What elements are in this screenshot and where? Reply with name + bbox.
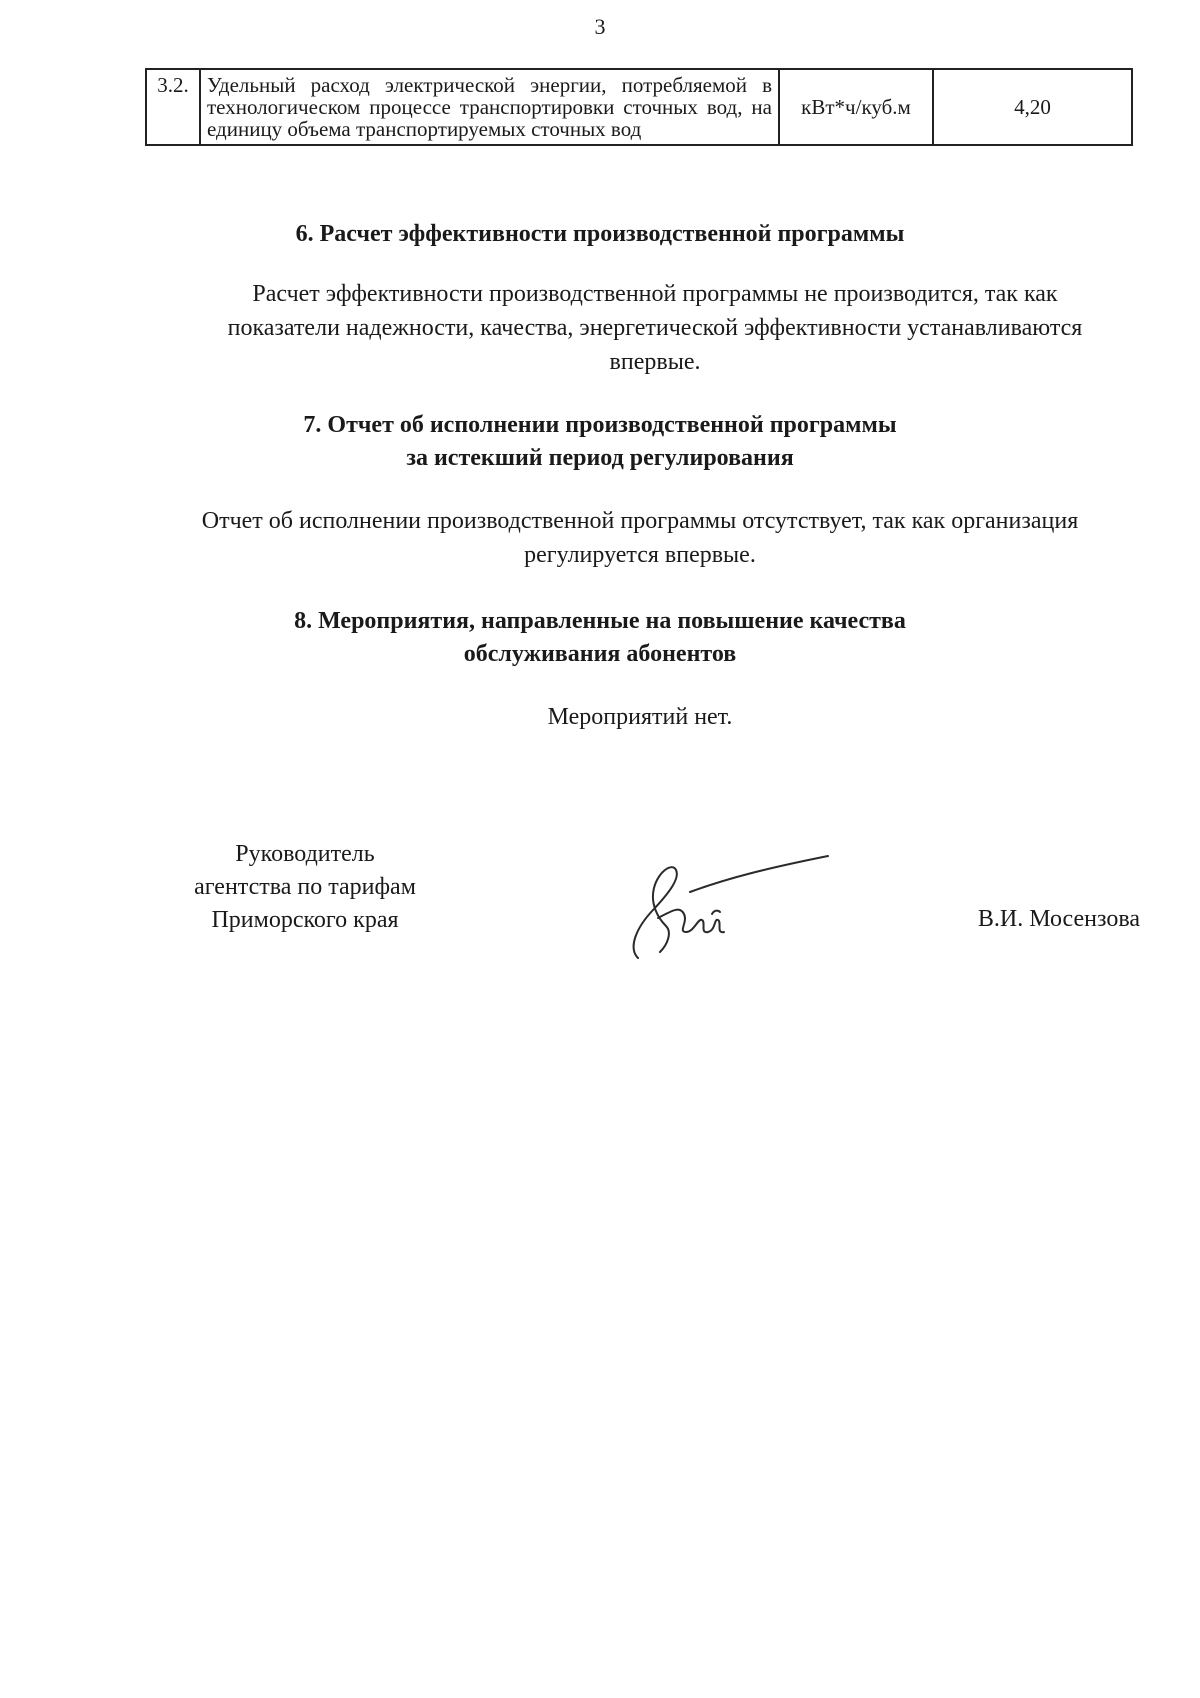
signatory-title [150, 838, 460, 937]
signatory-title-line3: Приморского края [211, 907, 399, 933]
indicator-description: Удельный расход электрической энергии, потребляемой в технологическом процессе транспортировки сточных вод, на единицу объема транспортируемых сточных вод [200, 69, 779, 145]
table-row [146, 69, 1132, 145]
indicators-table [145, 68, 1133, 146]
section-6-title: 6. Расчет эффективности производственной программы [295, 221, 905, 247]
section-6-text: Расчет эффективности производственной программы не производится, так как показатели надежности, качества, энергетической эффективности устанавливаются впервые. [227, 281, 1083, 375]
signatory-name: В.И. Мосензова [977, 906, 1140, 932]
signatory-title-line1: Руководитель [235, 841, 375, 867]
handwritten-signature-icon [618, 848, 848, 968]
section-7-text: Отчет об исполнении производственной программы отсутствует, так как организация регулируется впервые. [201, 508, 1079, 568]
section-8-title-line2: обслуживания абонентов [463, 641, 737, 667]
page-number: 3 [594, 14, 606, 39]
indicator-unit: кВт*ч/куб.м [779, 69, 933, 145]
section-7-title-line1: 7. Отчет об исполнении производственной программы [303, 412, 897, 438]
indicator-value: 4,20 [933, 69, 1132, 145]
section-8-text: Мероприятий нет. [547, 704, 733, 730]
section-8-title-line1: 8. Мероприятия, направленные на повышение качества [294, 608, 906, 634]
row-number: 3.2. [146, 69, 200, 145]
signatory-title-line2: агентства по тарифам [194, 874, 416, 900]
section-7-title-line2: за истекший период регулирования [406, 445, 794, 471]
